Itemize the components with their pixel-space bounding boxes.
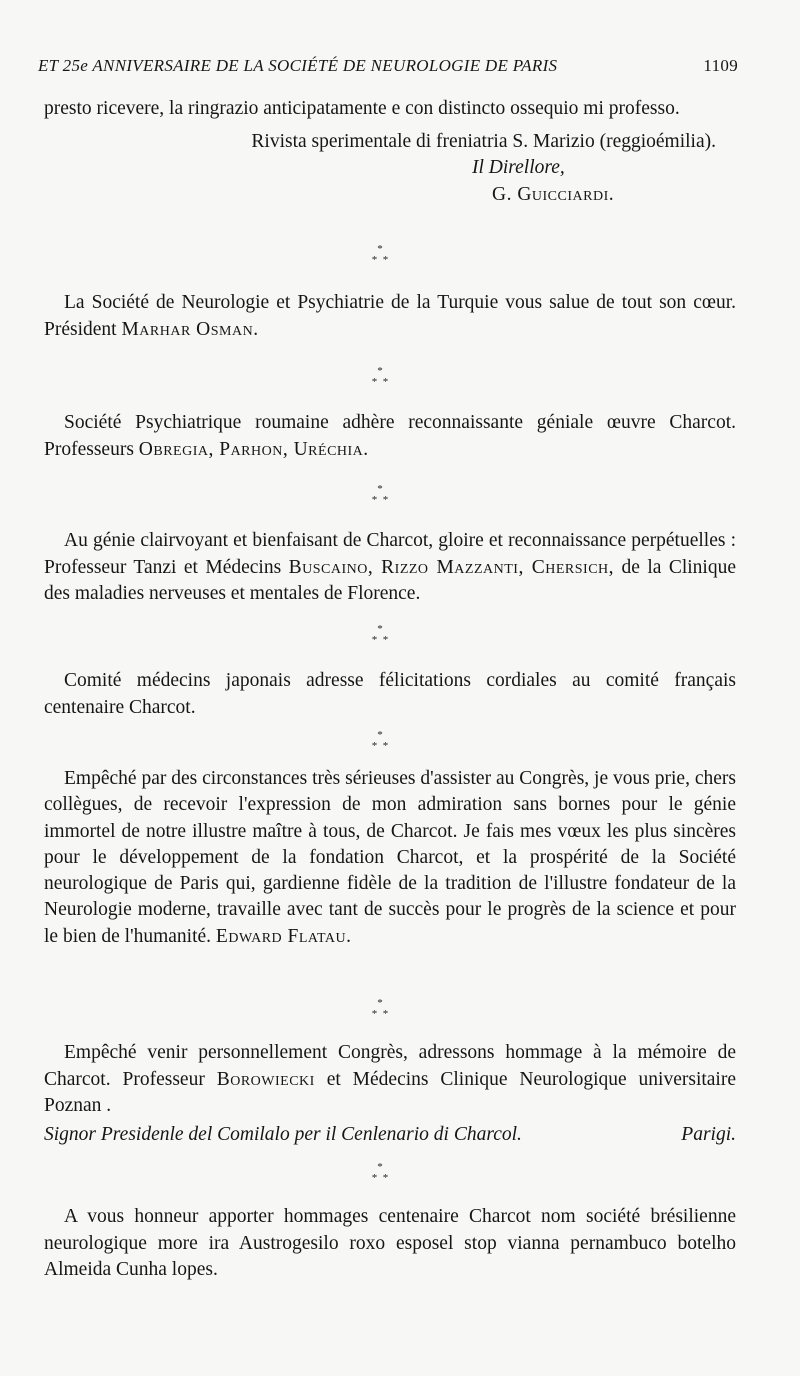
entry-poznan-city: Parigi. bbox=[681, 1123, 736, 1145]
entry-poznan-text2: et Médecins Clinique Neurologique universitaire Poznan . bbox=[44, 1068, 736, 1116]
entry-flatau-text: Empêché par des circonstances très sérieuses d'assister au Congrès, je vous prie, chers collègues, de recevoir l'expression de mon admiration sans bornes pour le génie immortel de notre illustre maître à tous, de Charcot. Je fais mes vœux les plus sincères pour le développement de la fondation Charcot, et la prospérité de la Société neurologique de Paris qui, gardienne fidèle de la tradition de l'illustre fondateur de la Neurologie moderne, travaille avec tant de succès pour le progrès de la science et pour le bien de l'humanité. bbox=[44, 768, 736, 947]
separator-star: * bbox=[377, 365, 383, 377]
separator-asterism bbox=[350, 624, 410, 646]
entry-poznan-address-line bbox=[44, 1122, 736, 1149]
separator-asterism bbox=[350, 244, 410, 266]
separator-star: * bbox=[371, 740, 378, 752]
entry-turkey-name: Marhar Osman. bbox=[121, 318, 259, 340]
running-title: ET 25e ANNIVERSAIRE DE LA SOCIÉTÉ DE NEUROLOGIE DE PARIS bbox=[38, 56, 558, 75]
separator-star: * bbox=[382, 1008, 389, 1020]
entry-poznan-paragraph bbox=[44, 1040, 736, 1120]
separator-star: * bbox=[377, 997, 383, 1009]
page-number: 1109 bbox=[703, 56, 738, 75]
entry-florence bbox=[44, 528, 736, 608]
entry-romania-names: Obregia, Parhon, Uréchia. bbox=[138, 438, 369, 460]
entry-italy-text: presto ricevere, la ringrazio anticipatamente e con distincto ossequio mi professo. bbox=[44, 98, 680, 119]
separator-star: * bbox=[382, 1172, 389, 1184]
entry-romania bbox=[44, 410, 736, 463]
entry-italy bbox=[44, 96, 736, 208]
separator-star: * bbox=[371, 376, 378, 388]
separator-star: * bbox=[371, 1172, 378, 1184]
separator-star: * bbox=[382, 494, 389, 506]
entry-florence-text2: de la Clinique des maladies nerveuses et mentales de Florence. bbox=[44, 556, 736, 604]
entry-japan-text: Comité médecins japonais adresse félicitations cordiales au comité français centenaire Charcot. bbox=[44, 670, 736, 718]
separator-star: * bbox=[371, 1008, 378, 1020]
separator-star: * bbox=[377, 1161, 383, 1173]
separator-star: * bbox=[382, 376, 389, 388]
entry-turkey-paragraph bbox=[44, 290, 736, 343]
separator-star: * bbox=[382, 254, 389, 266]
entry-flatau-paragraph bbox=[44, 766, 736, 950]
separator-star: * bbox=[377, 483, 383, 495]
entry-brazil bbox=[44, 1204, 736, 1284]
separator-star: * bbox=[377, 243, 383, 255]
entry-italy-sender: Rivista sperimentale di freniatria S. Marizio (reggioémilia). bbox=[251, 130, 716, 152]
entry-florence-names: Buscaino, Rizzo Mazzanti, Chersich, bbox=[288, 556, 615, 578]
separator-star: * bbox=[377, 623, 383, 635]
separator-star: * bbox=[371, 634, 378, 646]
separator-star: * bbox=[371, 494, 378, 506]
separator-asterism bbox=[350, 484, 410, 506]
separator-asterism bbox=[350, 998, 410, 1020]
entry-poznan-name: Borowiecki bbox=[216, 1068, 315, 1090]
separator-star: * bbox=[382, 740, 389, 752]
entry-turkey bbox=[44, 290, 736, 343]
entry-poznan-address: Signor Presidenle del Comilalo per il Cenlenario di Charcol. bbox=[44, 1123, 522, 1145]
separator-star: * bbox=[382, 634, 389, 646]
separator-asterism bbox=[350, 730, 410, 752]
entry-turkey-text: La Société de Neurologie et Psychiatrie de la Turquie vous salue de tout son cœur. Président bbox=[44, 292, 736, 340]
entry-brazil-text: A vous honneur apporter hommages centenaire Charcot nom société brésilienne neurologique more ira Austrogesilo roxo esposel stop vianna pernambuco botelho Almeida Cunha lopes. bbox=[44, 1206, 736, 1280]
entry-flatau-name: Edward Flatau. bbox=[215, 925, 352, 947]
separator-asterism bbox=[350, 366, 410, 388]
separator-star: * bbox=[371, 254, 378, 266]
entry-italy-name: G. Guicciardi. bbox=[492, 183, 615, 205]
running-header bbox=[38, 56, 738, 76]
separator-star: * bbox=[377, 729, 383, 741]
entry-romania-paragraph bbox=[44, 410, 736, 463]
entry-flatau bbox=[44, 766, 736, 950]
entry-italy-role: Il Direllore, bbox=[472, 157, 565, 178]
entry-poznan bbox=[44, 1040, 736, 1148]
separator-asterism bbox=[350, 1162, 410, 1184]
entry-florence-paragraph bbox=[44, 528, 736, 608]
entry-poznan-text1: Empêché venir personnellement Congrès, adressons hommage à la mémoire de Charcot. Professeur bbox=[44, 1042, 736, 1090]
entry-japan bbox=[44, 668, 736, 721]
entry-florence-text1: Au génie clairvoyant et bienfaisant de Charcot, gloire et reconnaissance perpétuelles : Professeur Tanzi et Médecins bbox=[44, 530, 736, 578]
entry-romania-text: Société Psychiatrique roumaine adhère reconnaissante géniale œuvre Charcot. Professeurs bbox=[44, 412, 736, 460]
